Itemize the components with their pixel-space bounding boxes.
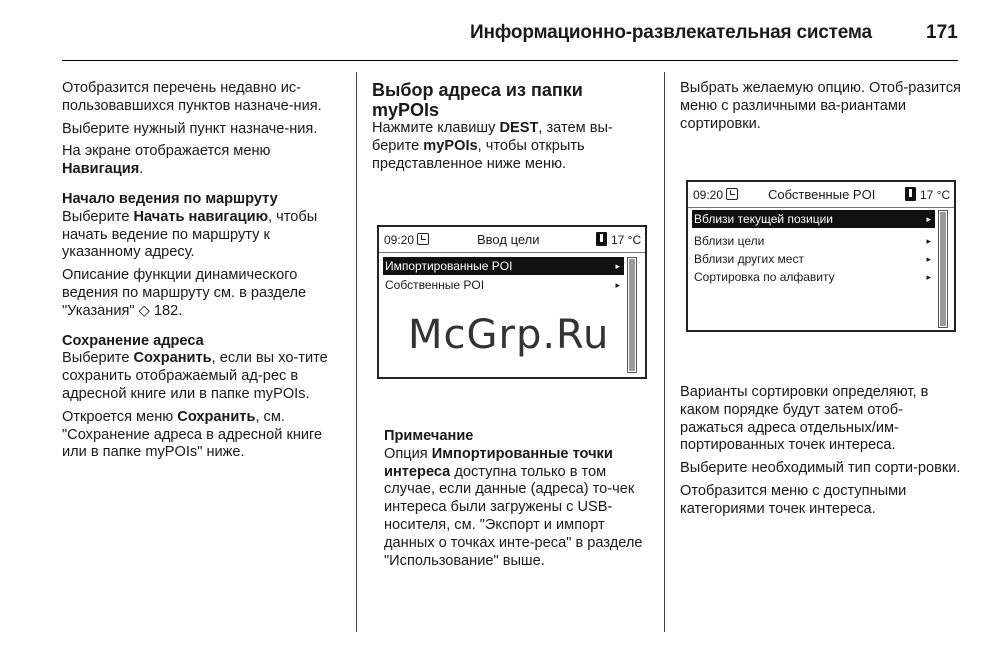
paragraph: Выберите нужный пункт назначе-ния. bbox=[62, 120, 318, 137]
arrow-right-icon: ▸ bbox=[615, 261, 620, 271]
temperature: 17 °C bbox=[920, 188, 951, 202]
subheading-start-guidance: Начало ведения по маршруту bbox=[62, 190, 278, 207]
subheading-save-address: Сохранение адреса bbox=[62, 332, 204, 349]
paragraph: Выберите Начать навигацию, чтобы начать ведение по маршруту к указанному адресу. bbox=[62, 208, 318, 261]
menu-item-near-current-position[interactable]: Вблизи текущей позиции ▸ bbox=[692, 210, 935, 228]
header-divider bbox=[62, 60, 958, 61]
paragraph: Нажмите клавишу DEST, затем вы-берите myPOIs, чтобы открыть представленное ниже меню. bbox=[372, 120, 613, 172]
clock-time: 09:20 bbox=[693, 188, 724, 202]
screen-header bbox=[688, 182, 954, 208]
scrollbar[interactable] bbox=[627, 257, 637, 373]
column-1 bbox=[62, 80, 342, 467]
note-block bbox=[384, 428, 652, 575]
paragraph: Отобразится меню с доступными категориями точек интереса. bbox=[680, 482, 907, 517]
temperature: 17 °C bbox=[611, 233, 642, 247]
paragraph: Выберите необходимый тип сорти-ровки. bbox=[680, 460, 961, 477]
column-divider-1 bbox=[356, 72, 357, 632]
clock-icon bbox=[417, 233, 429, 245]
page-number: 171 bbox=[926, 22, 958, 43]
paragraph: Варианты сортировки определяют, в каком порядке будут затем отоб-ражаться адреса отдельных/им-портированных точек интереса. bbox=[680, 384, 929, 454]
paragraph: Выберите Сохранить, если вы хо-тите сохранить отображаемый ад-рес в адресной книге или в папке myPOIs. bbox=[62, 350, 328, 402]
arrow-right-icon: ▸ bbox=[926, 214, 931, 224]
menu-item-near-destination[interactable]: Вблизи цели ▸ bbox=[694, 234, 931, 248]
column-2 bbox=[372, 80, 652, 178]
clock-icon bbox=[726, 188, 738, 200]
note-heading: Примечание bbox=[384, 428, 474, 444]
header-title: Информационно-развлекательная система bbox=[470, 22, 872, 43]
thermometer-icon bbox=[905, 187, 916, 201]
arrow-right-icon: ▸ bbox=[926, 272, 931, 282]
paragraph: Описание функции динамического ведения по маршруту см. в разделе "Указания" ◇ 182. bbox=[62, 267, 307, 319]
menu-item-imported-poi[interactable]: Импортированные POI ▸ bbox=[383, 257, 624, 275]
paragraph: Выбрать желаемую опцию. Отоб-разится меню с различными ва-риантами сортировки. bbox=[680, 80, 961, 132]
column-divider-2 bbox=[664, 72, 665, 632]
paragraph: Отобразится перечень недавно ис-пользовавшихся пунктов назначе-ния. bbox=[62, 80, 322, 114]
arrow-right-icon: ▸ bbox=[615, 280, 620, 290]
clock-time: 09:20 bbox=[384, 233, 415, 247]
paragraph: Откроется меню Сохранить, см. "Сохранение адреса в адресной книге или в папке myPOIs" ниже. bbox=[62, 408, 323, 461]
column-3 bbox=[680, 80, 965, 138]
watermark: McGrp.Ru bbox=[408, 312, 610, 358]
menu-item-alphabetical-sort[interactable]: Сортировка по алфавиту ▸ bbox=[694, 270, 931, 284]
menu-item-own-poi[interactable]: Собственные POI ▸ bbox=[385, 278, 620, 292]
column-3-lower bbox=[680, 384, 965, 524]
screen-title: Собственные POI bbox=[768, 187, 876, 202]
arrow-right-icon: ▸ bbox=[926, 236, 931, 246]
note-text: Опция Импортированные точки интереса доступна только в том случае, если данные (адреса) то-чек интереса были загружены с USB-носителя, см. "Экспорт и импорт данных о точках инте-реса" в разделе "Использование" выше. bbox=[384, 445, 643, 569]
thermometer-icon bbox=[596, 232, 607, 246]
screen-header bbox=[379, 227, 645, 253]
menu-item-near-other-places[interactable]: Вблизи других мест ▸ bbox=[694, 252, 931, 266]
paragraph: На экране отображается меню Навигация. bbox=[62, 143, 271, 178]
section-title: Выбор адреса из папки myPOIs bbox=[372, 80, 583, 120]
arrow-right-icon: ▸ bbox=[926, 254, 931, 264]
screen-title: Ввод цели bbox=[477, 232, 540, 247]
screen-own-poi bbox=[686, 180, 956, 332]
scrollbar[interactable] bbox=[938, 210, 948, 328]
